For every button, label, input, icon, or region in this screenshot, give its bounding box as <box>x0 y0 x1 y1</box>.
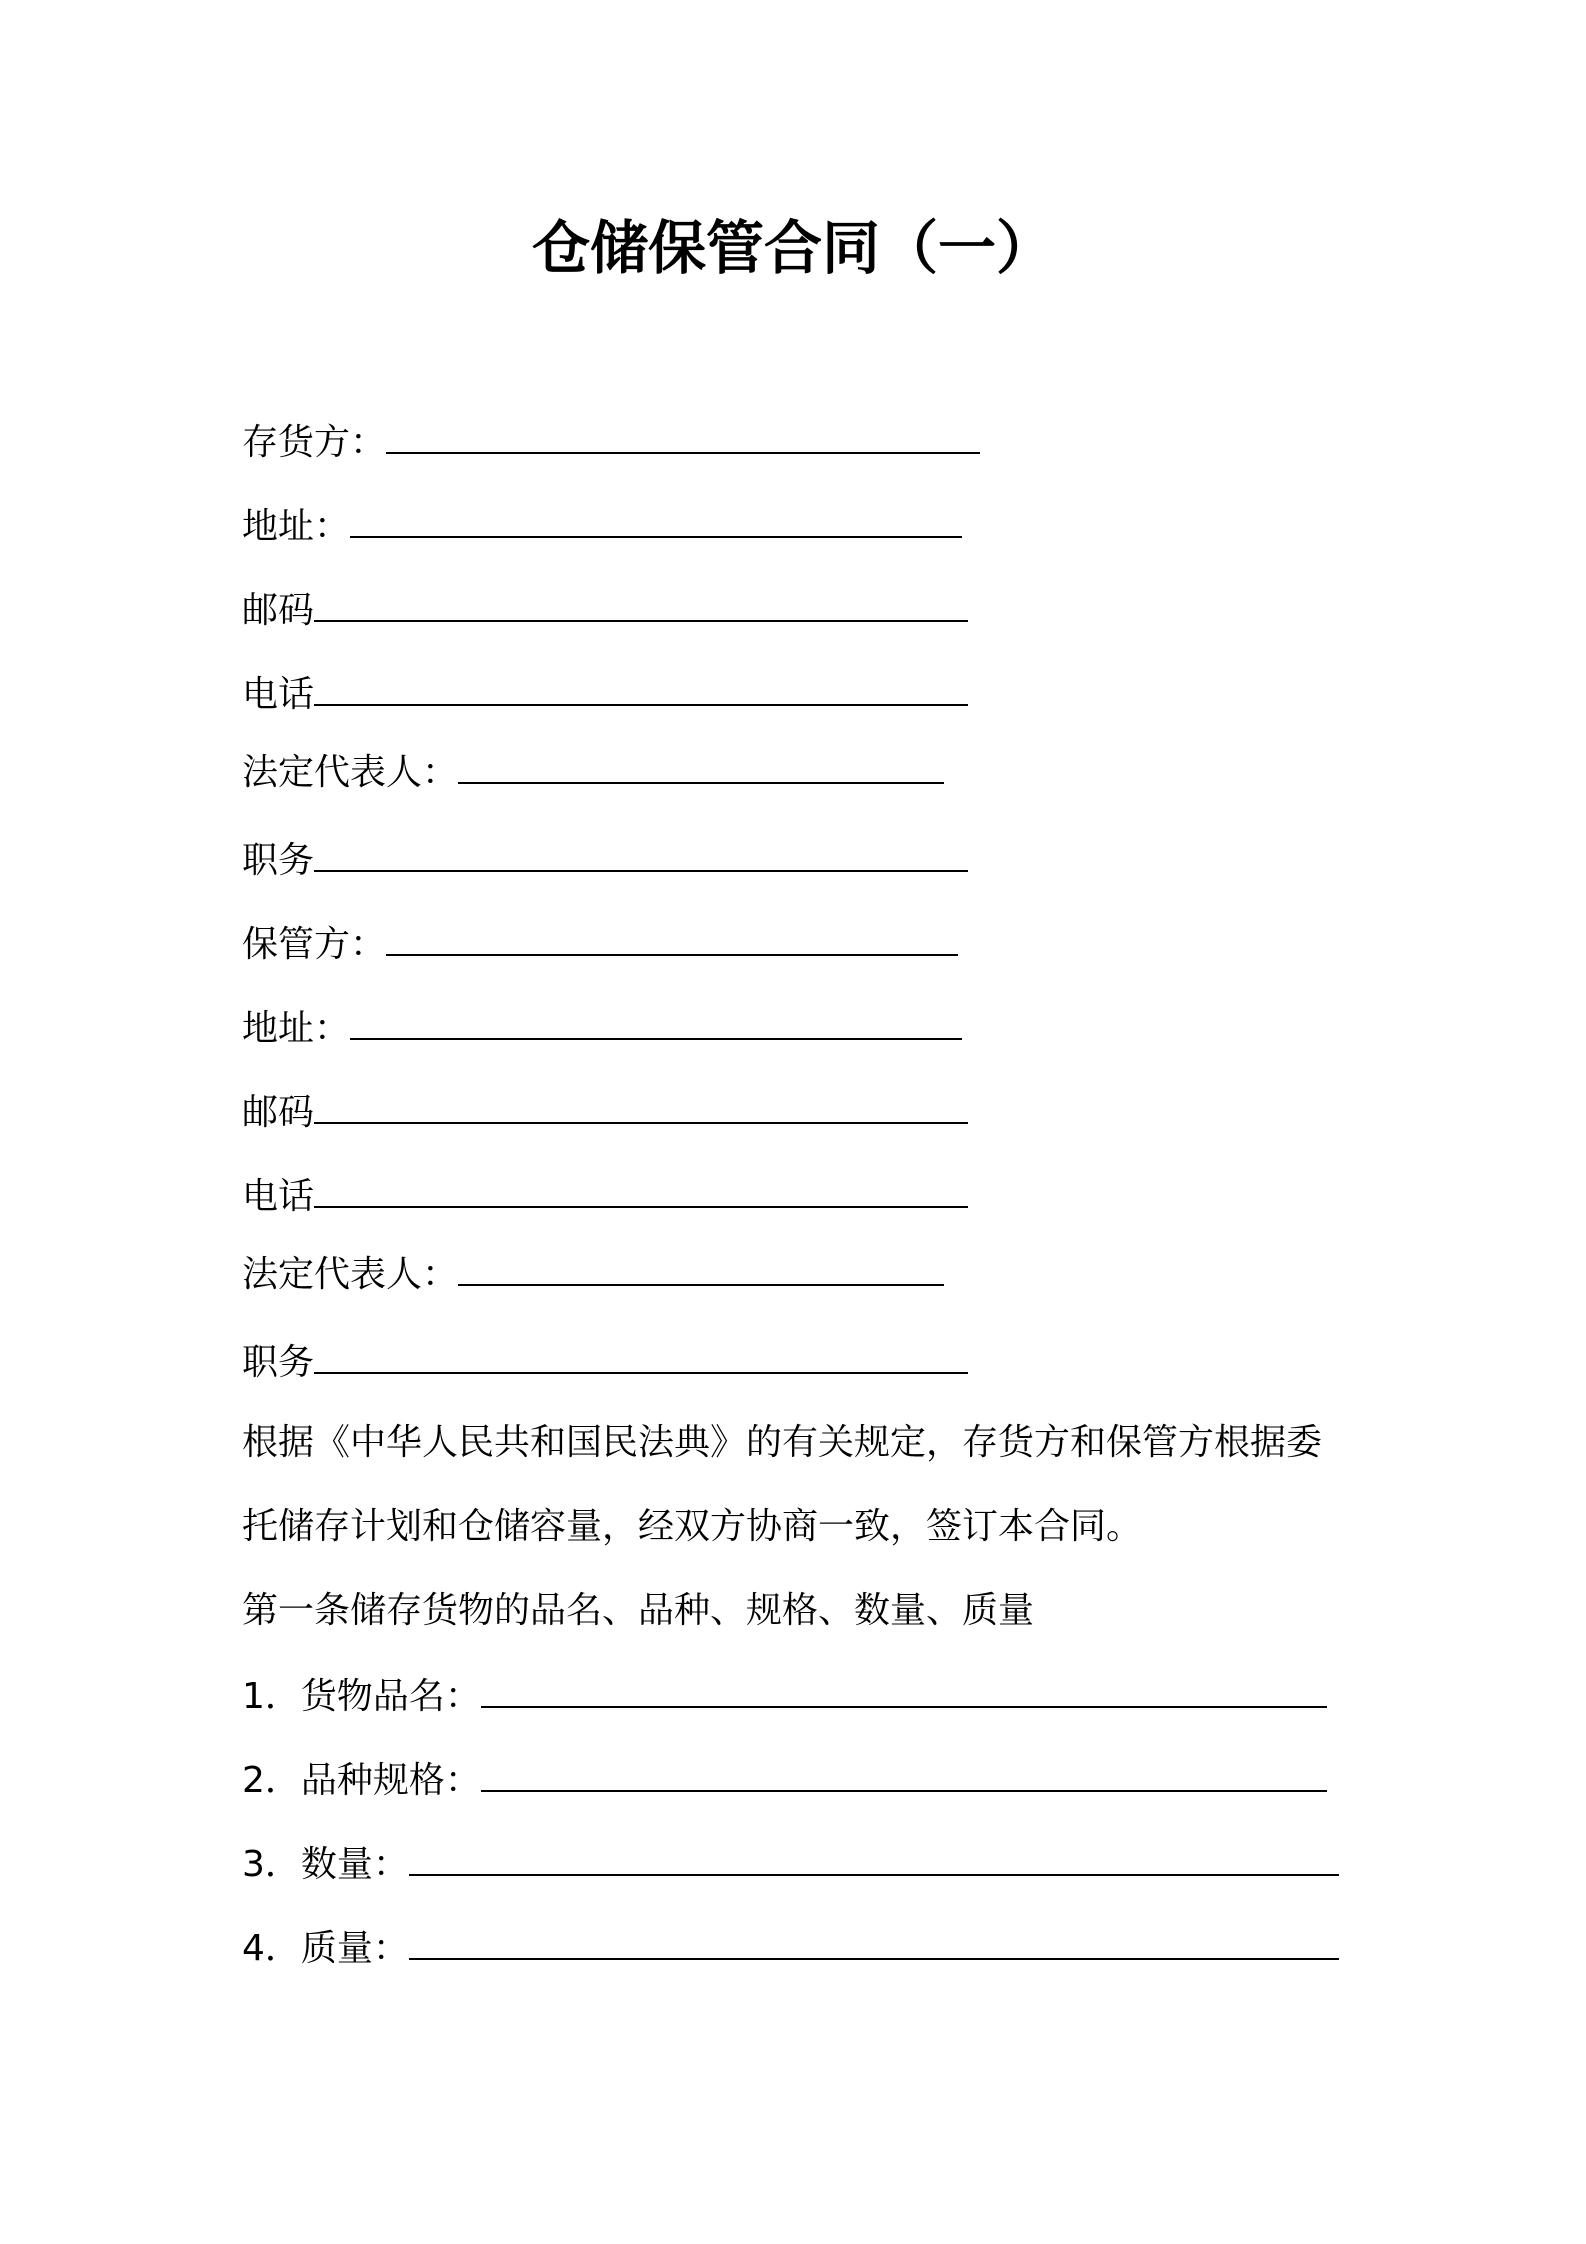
depositor-position-blank[interactable] <box>314 860 968 872</box>
custodian-address-label: 地址： <box>242 1008 351 1049</box>
preamble-line-1: 根据《中华人民共和国民法典》的有关规定，存货方和保管方根据委 <box>242 1422 1323 1463</box>
depositor-legal-rep-line <box>242 748 944 798</box>
goods-name-blank[interactable] <box>481 1696 1327 1708</box>
custodian-postcode-label: 邮码 <box>242 1092 315 1133</box>
quantity-blank[interactable] <box>409 1864 1339 1876</box>
depositor-postcode-line <box>242 586 968 636</box>
article-1-item-line <box>242 1840 1339 1890</box>
variety-spec-label: 2．品种规格： <box>242 1760 481 1801</box>
custodian-legal-rep-blank[interactable] <box>458 1274 944 1286</box>
depositor-phone-label: 电话 <box>242 674 315 715</box>
depositor-phone-line <box>242 670 968 720</box>
custodian-phone-label: 电话 <box>242 1176 315 1217</box>
depositor-postcode-blank[interactable] <box>314 610 968 622</box>
custodian-party-blank[interactable] <box>386 944 958 956</box>
preamble-line-2: 托储存计划和仓储容量，经双方协商一致，签订本合同。 <box>242 1506 1143 1547</box>
depositor-address-label: 地址： <box>242 506 351 547</box>
depositor-postcode-label: 邮码 <box>242 590 315 631</box>
depositor-address-blank[interactable] <box>350 526 962 538</box>
depositor-party-blank[interactable] <box>386 442 980 454</box>
goods-name-label: 1．货物品名： <box>242 1676 481 1717</box>
variety-spec-blank[interactable] <box>481 1780 1327 1792</box>
custodian-position-line <box>242 1338 968 1388</box>
custodian-address-blank[interactable] <box>350 1028 962 1040</box>
article-1-item-line <box>242 1756 1327 1806</box>
custodian-party-line <box>242 920 958 970</box>
article-1-item-line <box>242 1924 1339 1974</box>
depositor-position-label: 职务 <box>242 840 315 881</box>
custodian-phone-blank[interactable] <box>314 1196 968 1208</box>
document-title: 仓储保管合同（一） <box>531 214 1054 282</box>
article-1-heading: 第一条储存货物的品名、品种、规格、数量、质量 <box>242 1590 1035 1631</box>
custodian-legal-rep-label: 法定代表人： <box>242 1254 459 1295</box>
depositor-legal-rep-blank[interactable] <box>458 772 944 784</box>
depositor-legal-rep-label: 法定代表人： <box>242 752 459 793</box>
quantity-label: 3．数量： <box>242 1844 409 1885</box>
custodian-postcode-blank[interactable] <box>314 1112 968 1124</box>
depositor-party-label: 存货方： <box>242 422 387 463</box>
custodian-position-blank[interactable] <box>314 1362 968 1374</box>
depositor-address-line <box>242 502 962 552</box>
custodian-postcode-line <box>242 1088 968 1138</box>
custodian-phone-line <box>242 1172 968 1222</box>
depositor-party-line <box>242 418 980 468</box>
quality-label: 4．质量： <box>242 1928 409 1969</box>
custodian-legal-rep-line <box>242 1250 944 1300</box>
depositor-position-line <box>242 836 968 886</box>
quality-blank[interactable] <box>409 1948 1339 1960</box>
depositor-phone-blank[interactable] <box>314 694 968 706</box>
custodian-address-line <box>242 1004 962 1054</box>
article-1-item-line <box>242 1672 1327 1722</box>
custodian-position-label: 职务 <box>242 1342 315 1383</box>
custodian-party-label: 保管方： <box>242 924 387 965</box>
